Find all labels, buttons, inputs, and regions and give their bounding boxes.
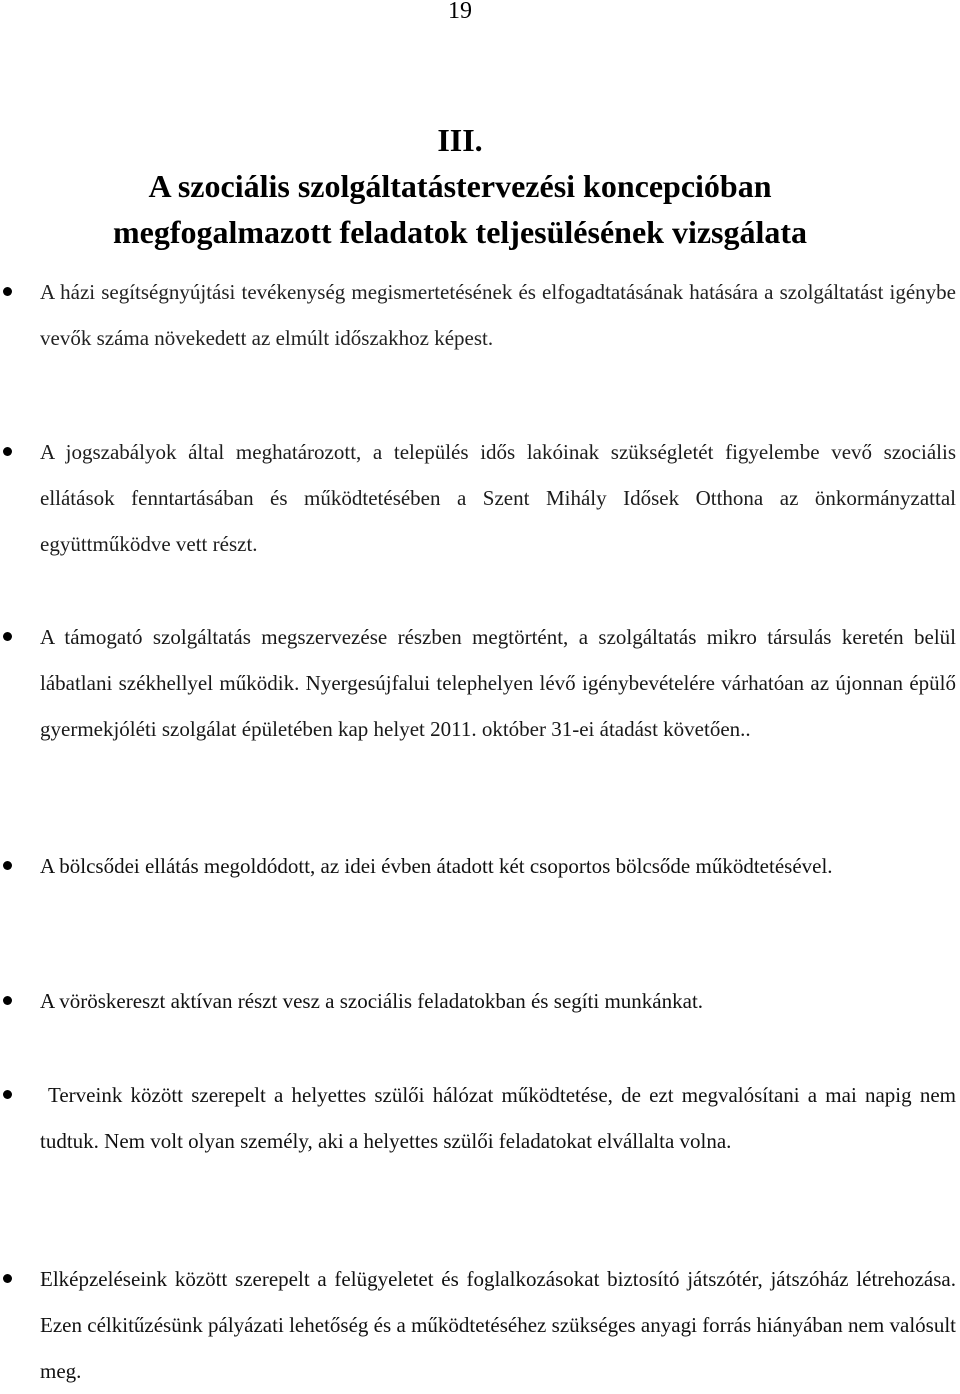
page-number: 19 <box>448 0 472 24</box>
list-item-text: A vöröskereszt aktívan részt vesz a szociális feladatokban és segíti munkánkat. <box>40 989 704 1013</box>
list-item-text: A bölcsődei ellátás megoldódott, az idei évben átadott két csoportos bölcsőde működtetésével. <box>40 854 833 878</box>
list-item <box>40 1256 956 1394</box>
bullet-icon <box>3 287 12 296</box>
list-item-text: A házi segítségnyújtási tevékenység megismertetésének és elfogadtatásának hatására a szolgáltatást igénybe vevők száma növekedett az elmúlt időszakhoz képest. <box>40 280 956 350</box>
section-number: III. <box>437 122 483 158</box>
list-item <box>40 1072 956 1164</box>
bullet-icon <box>3 447 12 456</box>
section-title-line-2: megfogalmazott feladatok teljesülésének vizsgálata <box>112 214 808 250</box>
bullet-icon <box>3 632 12 641</box>
list-item-text: Terveink között szerepelt a helyettes szülői hálózat működtetése, de ezt megvalósítani a mai napig nem tudtuk. Nem volt olyan személy, aki a helyettes szülői feladatokat elvállalta volna. <box>40 1083 956 1153</box>
list-item-text: A jogszabályok által meghatározott, a település idős lakóinak szükségletét figyelembe vevő szociális ellátások fenntartásában és működtetésében a Szent Mihály Idősek Otthona az önkormányzattal együttműködve vett részt. <box>40 440 956 556</box>
bullet-icon <box>3 1274 12 1283</box>
bullet-icon <box>3 1090 12 1099</box>
bullet-icon <box>3 861 12 870</box>
list-item <box>40 978 956 1024</box>
list-item <box>40 843 956 889</box>
list-item <box>40 269 956 361</box>
list-item <box>40 614 956 752</box>
list-item-text: Elképzeléseink között szerepelt a felügyeletet és foglalkozásokat biztosító játszótér, játszóház létrehozása. Ezen célkitűzésünk pályázati lehetőség és a működtetéséhez szükséges anyagi forrás hiányában nem valósult meg. <box>40 1267 956 1383</box>
list-item <box>40 429 956 567</box>
list-item-text: A támogató szolgáltatás megszervezése részben megtörtént, a szolgáltatás mikro társulás keretén belül lábatlani székhellyel működik. Nyergesújfalui telephelyen lévő igénybevételére várhatóan az újonnan épülő gyermekjóléti szolgálat épületében kap helyet 2011. október 31-ei átadást követően.. <box>40 625 956 741</box>
bullet-icon <box>3 996 12 1005</box>
section-title-line-1: A szociális szolgáltatástervezési koncepcióban <box>148 168 772 204</box>
